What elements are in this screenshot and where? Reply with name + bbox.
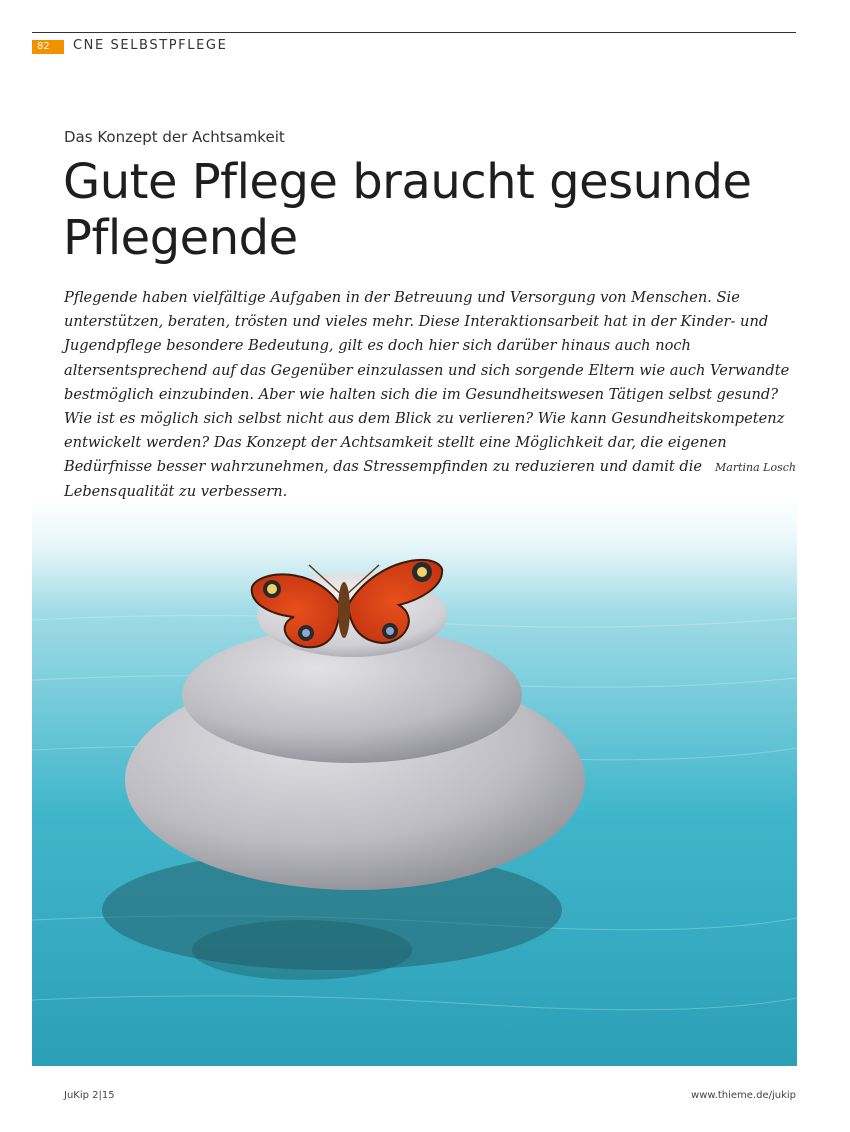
article-author: Martina Losch: [715, 461, 796, 474]
footer-issue: JuKip 2|15: [64, 1090, 115, 1101]
page-number: 82: [32, 40, 64, 54]
section-label: CNE SELBSTPFLEGE: [73, 38, 228, 53]
article-lead: Pflegende haben vielfältige Aufgaben in der Betreuung und Versorgung von Menschen. Sie unterstützen, beraten, trösten und vieles mehr. Diese Interaktionsarbeit hat in der Kinder- und Jugendpflege besondere Bedeutung, gilt es doch hier sich darüber hinaus auch noch altersentsprechend auf das Gegenüber einzulassen und sich sorgende Eltern wie auch Verwandte bestmöglich einzubinden. Aber wie halten sich die im Gesundheitswesen Tätigen selbst gesund? Wie ist es möglich sich selbst nicht aus dem Blick zu verlieren? Wie kann Gesundheitskompetenz entwickelt werden? Das Konzept der Achtsamkeit stellt eine Möglichkeit dar, die eigenen Bedürfnisse besser wahrzunehmen, das Stressempfinden zu reduzieren und damit die Lebensqualität zu verbessern.: [64, 289, 790, 500]
hero-photo-stones-butterfly: [32, 500, 797, 1066]
footer-url: www.thieme.de/jukip: [691, 1090, 796, 1101]
article-kicker: Das Konzept der Achtsamkeit: [64, 128, 285, 146]
article-headline: Gute Pflege braucht gesunde Pflegende: [63, 154, 752, 266]
header-rule: [32, 32, 796, 33]
